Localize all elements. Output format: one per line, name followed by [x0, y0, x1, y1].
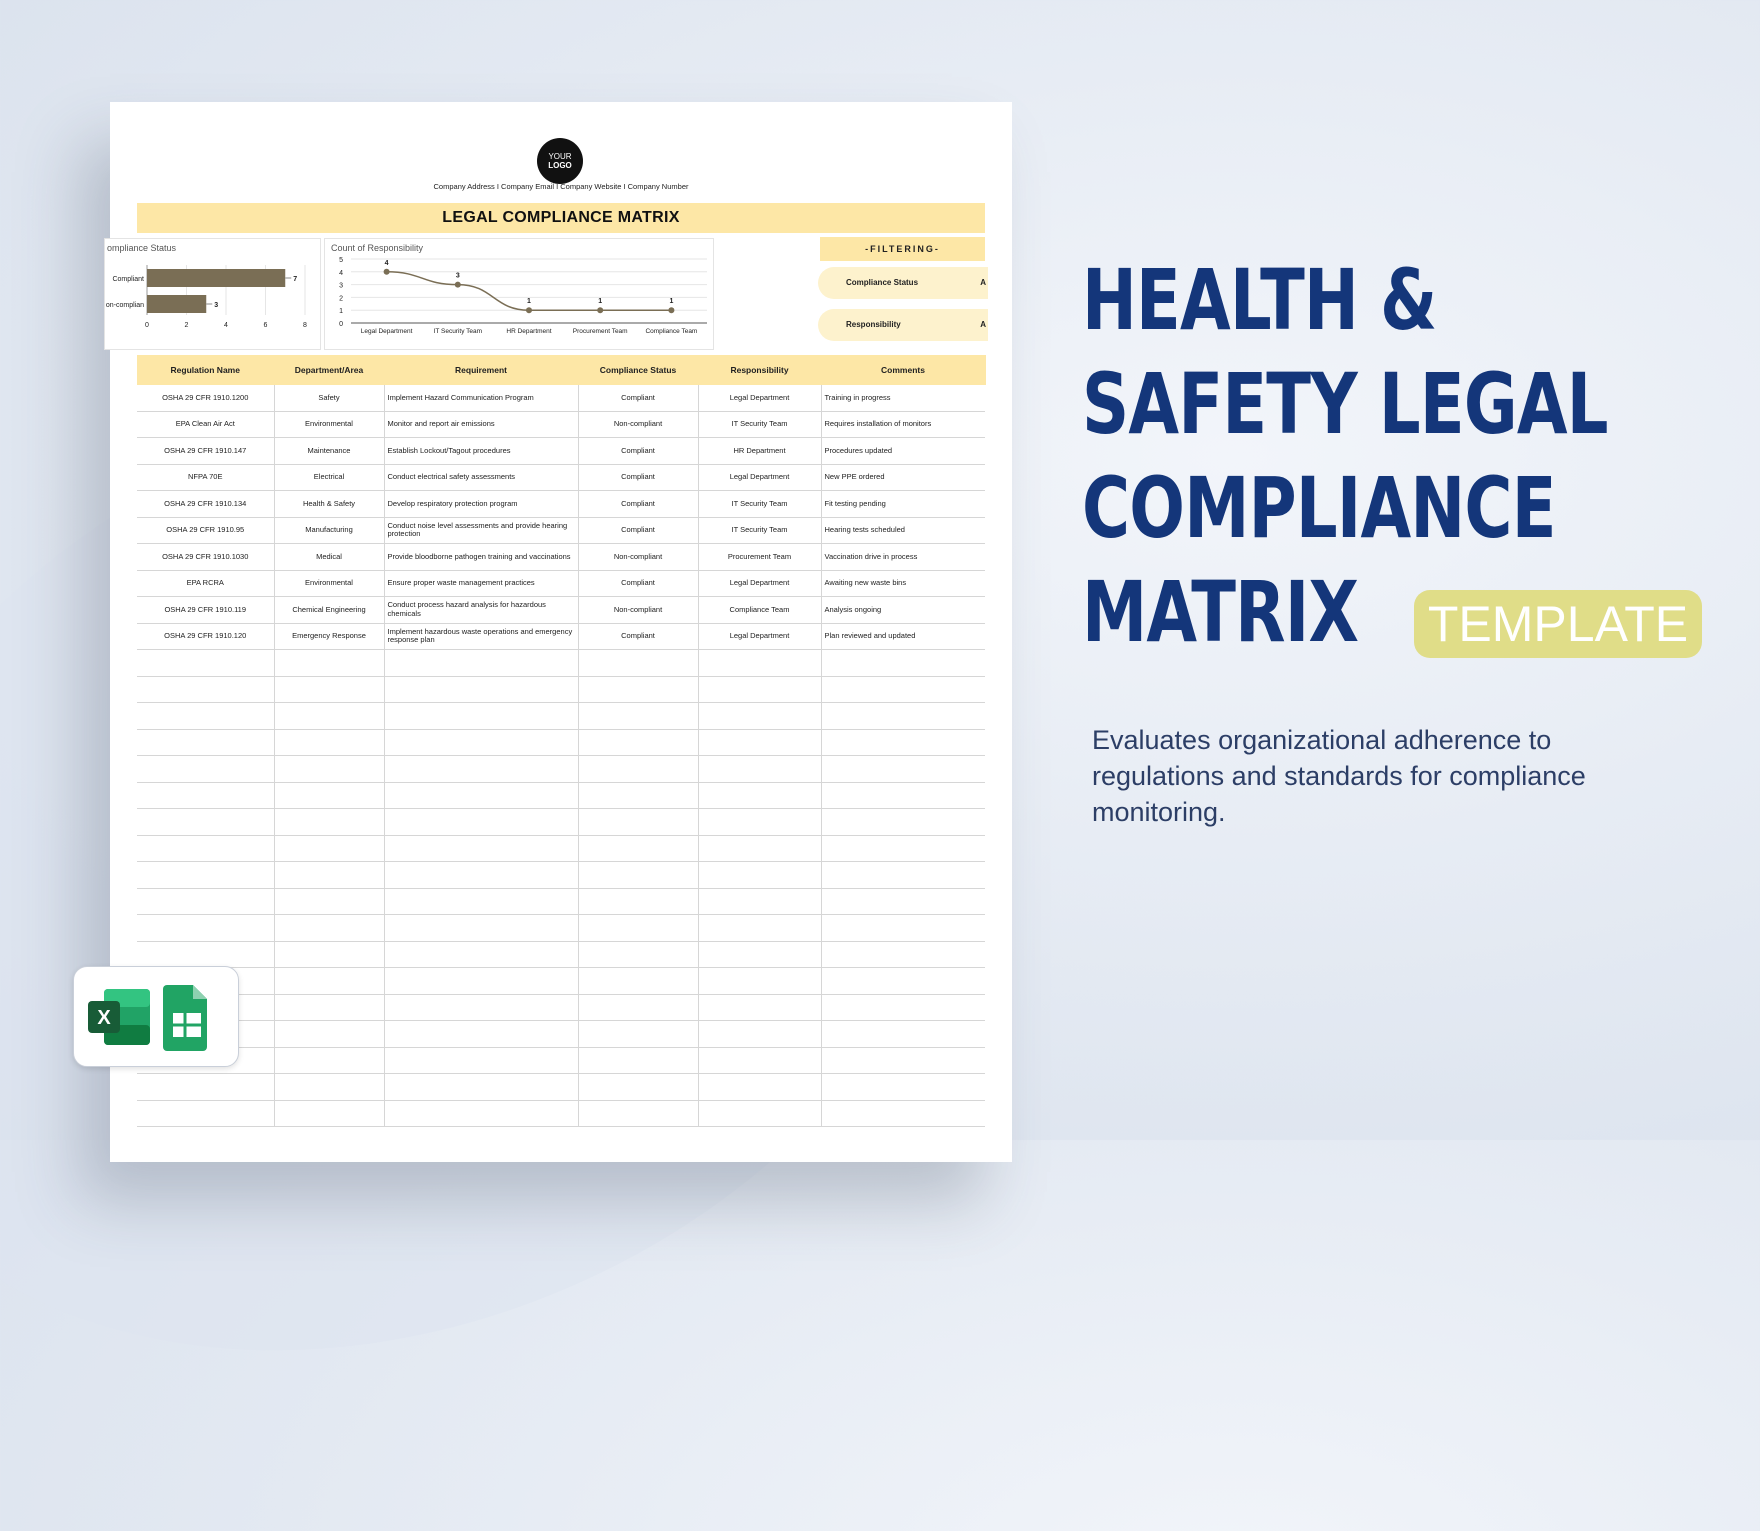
filter-responsibility[interactable] [818, 309, 988, 341]
data-point [455, 282, 461, 288]
header-regulation-name[interactable]: Regulation Name [137, 355, 274, 385]
headline-line: SAFETY LEGAL [1082, 355, 1608, 453]
cell-compliance-status[interactable] [578, 729, 698, 756]
cell-compliance-status[interactable] [578, 968, 698, 995]
cell-comments[interactable] [821, 835, 985, 862]
cell-regulation-name[interactable] [137, 729, 274, 756]
cell-department[interactable] [274, 1047, 384, 1074]
cell-department[interactable] [274, 862, 384, 889]
cell-comments[interactable] [821, 941, 985, 968]
y-tick-label: 5 [339, 257, 343, 264]
cell-compliance-status[interactable]: Compliant [578, 438, 698, 465]
table-row [137, 411, 985, 438]
cell-responsibility[interactable]: Compliance Team [698, 597, 821, 624]
empty-table-row [137, 676, 985, 703]
cell-compliance-status[interactable] [578, 703, 698, 730]
table-row [137, 517, 985, 544]
chart-title: ompliance Status [107, 243, 177, 253]
y-tick-label: 3 [339, 282, 343, 290]
logo-text-bottom: LOGO [548, 161, 572, 170]
cell-responsibility[interactable] [698, 703, 821, 730]
cell-requirement[interactable] [384, 862, 578, 889]
headline-line: COMPLIANCE [1082, 459, 1556, 557]
cell-requirement[interactable] [384, 729, 578, 756]
cell-requirement[interactable] [384, 650, 578, 677]
cell-compliance-status[interactable] [578, 650, 698, 677]
header-compliance-status[interactable]: Compliance Status [578, 355, 698, 385]
cell-department[interactable] [274, 941, 384, 968]
empty-table-row [137, 835, 985, 862]
cell-compliance-status[interactable]: Compliant [578, 491, 698, 518]
cell-comments[interactable]: Requires installation of monitors [821, 411, 985, 438]
cell-responsibility[interactable]: Legal Department [698, 464, 821, 491]
cell-requirement[interactable] [384, 676, 578, 703]
cell-compliance-status[interactable]: Compliant [578, 623, 698, 650]
cell-requirement[interactable] [384, 941, 578, 968]
cell-department[interactable] [274, 782, 384, 809]
cell-department[interactable] [274, 676, 384, 703]
empty-table-row [137, 862, 985, 889]
cell-requirement[interactable] [384, 703, 578, 730]
cell-responsibility[interactable] [698, 1021, 821, 1048]
y-tick-label: 2 [339, 295, 343, 303]
cell-regulation-name[interactable] [137, 703, 274, 730]
cell-department[interactable]: Emergency Response [274, 623, 384, 650]
cell-compliance-status[interactable] [578, 1047, 698, 1074]
cell-responsibility[interactable] [698, 756, 821, 783]
cell-responsibility[interactable] [698, 1074, 821, 1101]
cell-department[interactable] [274, 703, 384, 730]
cell-regulation-name[interactable]: EPA Clean Air Act [137, 411, 274, 438]
cell-department[interactable]: Environmental [274, 411, 384, 438]
data-point [526, 307, 532, 313]
x-tick-label: 4 [224, 322, 228, 329]
cell-regulation-name[interactable]: OSHA 29 CFR 1910.119 [137, 597, 274, 624]
empty-table-row [137, 809, 985, 836]
cell-requirement[interactable] [384, 994, 578, 1021]
cell-department[interactable] [274, 835, 384, 862]
cell-requirement[interactable] [384, 782, 578, 809]
empty-table-row [137, 1074, 985, 1101]
cell-comments[interactable] [821, 756, 985, 783]
cell-responsibility[interactable] [698, 1100, 821, 1127]
cell-regulation-name[interactable] [137, 1074, 274, 1101]
data-point [384, 269, 390, 275]
line-chart-svg [325, 239, 713, 349]
svg-text:X: X [97, 1007, 111, 1029]
cell-requirement[interactable]: Implement hazardous waste operations and emergency response plan [384, 623, 578, 650]
cell-regulation-name[interactable] [137, 782, 274, 809]
cell-regulation-name[interactable]: OSHA 29 CFR 1910.120 [137, 623, 274, 650]
cell-department[interactable]: Medical [274, 544, 384, 571]
cell-requirement[interactable]: Ensure proper waste management practices [384, 570, 578, 597]
cell-compliance-status[interactable]: Compliant [578, 517, 698, 544]
cell-requirement[interactable]: Develop respiratory protection program [384, 491, 578, 518]
cell-requirement[interactable]: Establish Lockout/Tagout procedures [384, 438, 578, 465]
cell-comments[interactable] [821, 968, 985, 995]
cell-requirement[interactable] [384, 1021, 578, 1048]
cell-department[interactable]: Electrical [274, 464, 384, 491]
cell-department[interactable] [274, 1074, 384, 1101]
cell-comments[interactable]: Awaiting new waste bins [821, 570, 985, 597]
cell-compliance-status[interactable] [578, 1074, 698, 1101]
cell-compliance-status[interactable] [578, 888, 698, 915]
empty-table-row [137, 915, 985, 942]
cell-responsibility[interactable] [698, 888, 821, 915]
cell-department[interactable] [274, 888, 384, 915]
table-row [137, 623, 985, 650]
cell-requirement[interactable] [384, 835, 578, 862]
cell-comments[interactable] [821, 782, 985, 809]
data-label: 3 [455, 272, 460, 280]
cell-responsibility[interactable]: Legal Department [698, 385, 821, 411]
cell-compliance-status[interactable]: Non-compliant [578, 544, 698, 571]
filter-label: Responsibility [846, 320, 901, 329]
cell-comments[interactable]: Fit testing pending [821, 491, 985, 518]
cell-responsibility[interactable] [698, 676, 821, 703]
empty-table-row [137, 782, 985, 809]
cell-comments[interactable] [821, 676, 985, 703]
cell-regulation-name[interactable]: OSHA 29 CFR 1910.147 [137, 438, 274, 465]
cell-responsibility[interactable] [698, 650, 821, 677]
cell-compliance-status[interactable] [578, 941, 698, 968]
cell-requirement[interactable]: Conduct noise level assessments and provide hearing protection [384, 517, 578, 544]
company-logo [537, 138, 583, 184]
header-comments[interactable]: Comments [821, 355, 985, 385]
cell-requirement[interactable] [384, 888, 578, 915]
cell-regulation-name[interactable] [137, 809, 274, 836]
cell-requirement[interactable] [384, 756, 578, 783]
data-label: 1 [598, 298, 603, 306]
empty-table-row [137, 888, 985, 915]
bar-chart-svg [105, 239, 320, 349]
cell-requirement[interactable] [384, 809, 578, 836]
cell-comments[interactable] [821, 1047, 985, 1074]
cell-compliance-status[interactable]: Compliant [578, 570, 698, 597]
cell-comments[interactable] [821, 809, 985, 836]
cell-responsibility[interactable] [698, 809, 821, 836]
headline-line: MATRIX [1082, 563, 1359, 661]
cell-department[interactable]: Maintenance [274, 438, 384, 465]
cell-compliance-status[interactable] [578, 782, 698, 809]
table-header-row [137, 355, 985, 385]
cell-responsibility[interactable] [698, 835, 821, 862]
cell-regulation-name[interactable]: EPA RCRA [137, 570, 274, 597]
cell-comments[interactable] [821, 1074, 985, 1101]
cell-department[interactable]: Manufacturing [274, 517, 384, 544]
cell-department[interactable] [274, 1021, 384, 1048]
cell-compliance-status[interactable]: Non-compliant [578, 411, 698, 438]
cell-responsibility[interactable] [698, 941, 821, 968]
cell-department[interactable] [274, 729, 384, 756]
cell-regulation-name[interactable]: OSHA 29 CFR 1910.134 [137, 491, 274, 518]
cell-comments[interactable]: Hearing tests scheduled [821, 517, 985, 544]
cell-comments[interactable] [821, 703, 985, 730]
data-label: 1 [669, 298, 674, 306]
cell-requirement[interactable]: Conduct process hazard analysis for hazardous chemicals [384, 597, 578, 624]
cell-responsibility[interactable]: IT Security Team [698, 517, 821, 544]
cell-comments[interactable]: Vaccination drive in process [821, 544, 985, 571]
cell-responsibility[interactable] [698, 782, 821, 809]
y-tick-label: 4 [339, 269, 343, 277]
cell-responsibility[interactable] [698, 968, 821, 995]
data-label: 3 [214, 302, 219, 309]
cell-regulation-name[interactable] [137, 756, 274, 783]
cell-department[interactable] [274, 968, 384, 995]
logo-text-top: YOUR [548, 152, 572, 161]
cell-regulation-name[interactable]: NFPA 70E [137, 464, 274, 491]
cell-department[interactable]: Health & Safety [274, 491, 384, 518]
cell-comments[interactable]: New PPE ordered [821, 464, 985, 491]
empty-table-row [137, 941, 985, 968]
table-row [137, 544, 985, 571]
cell-comments[interactable] [821, 1021, 985, 1048]
cell-requirement[interactable] [384, 1047, 578, 1074]
cell-comments[interactable]: Training in progress [821, 385, 985, 411]
cell-requirement[interactable]: Conduct electrical safety assessments [384, 464, 578, 491]
compliance-table [137, 355, 986, 1127]
compliance-status-chart [104, 238, 321, 350]
empty-table-row [137, 968, 985, 995]
cell-compliance-status[interactable] [578, 756, 698, 783]
cell-comments[interactable] [821, 1100, 985, 1127]
data-point [668, 307, 674, 313]
cell-responsibility[interactable]: Legal Department [698, 623, 821, 650]
responsibility-count-chart [324, 238, 714, 350]
empty-table-row [137, 1021, 985, 1048]
cell-comments[interactable] [821, 862, 985, 889]
filtering-header: -FILTERING- [820, 237, 985, 261]
cell-requirement[interactable]: Monitor and report air emissions [384, 411, 578, 438]
spreadsheet-preview [105, 102, 1012, 1162]
cell-regulation-name[interactable] [137, 835, 274, 862]
x-tick-label: 0 [145, 322, 149, 329]
header-department[interactable]: Department/Area [274, 355, 384, 385]
cell-requirement[interactable]: Implement Hazard Communication Program [384, 385, 578, 411]
cell-compliance-status[interactable] [578, 994, 698, 1021]
cell-compliance-status[interactable] [578, 676, 698, 703]
cell-department[interactable] [274, 650, 384, 677]
bar [147, 295, 206, 313]
cell-compliance-status[interactable] [578, 915, 698, 942]
cell-regulation-name[interactable]: OSHA 29 CFR 1910.95 [137, 517, 274, 544]
filter-label: Compliance Status [846, 278, 919, 287]
sheet-title: LEGAL COMPLIANCE MATRIX [137, 203, 985, 233]
empty-table-row [137, 650, 985, 677]
cell-compliance-status[interactable] [578, 835, 698, 862]
cell-compliance-status[interactable]: Compliant [578, 385, 698, 411]
cell-responsibility[interactable]: Legal Department [698, 570, 821, 597]
cell-department[interactable] [274, 756, 384, 783]
empty-table-row [137, 756, 985, 783]
x-tick-label: IT Security Team [433, 328, 483, 335]
cell-comments[interactable] [821, 915, 985, 942]
data-label: 1 [527, 298, 531, 306]
cell-comments[interactable] [821, 994, 985, 1021]
bar [147, 269, 285, 287]
x-tick-label: Procurement Team [572, 328, 628, 335]
cell-department[interactable] [274, 915, 384, 942]
cell-comments[interactable] [821, 888, 985, 915]
app-compatibility-badge [73, 966, 239, 1067]
cell-comments[interactable] [821, 650, 985, 677]
y-tick-label: 0 [339, 321, 343, 328]
data-point [597, 307, 603, 313]
cell-comments[interactable] [821, 729, 985, 756]
cell-requirement[interactable] [384, 915, 578, 942]
cell-regulation-name[interactable] [137, 941, 274, 968]
table-row [137, 491, 985, 518]
cell-regulation-name[interactable] [137, 650, 274, 677]
cell-responsibility[interactable] [698, 915, 821, 942]
cell-responsibility[interactable]: IT Security Team [698, 411, 821, 438]
header-requirement[interactable]: Requirement [384, 355, 578, 385]
cell-regulation-name[interactable] [137, 676, 274, 703]
headline-line: HEALTH & [1082, 251, 1437, 349]
cell-department[interactable] [274, 994, 384, 1021]
cell-responsibility[interactable] [698, 729, 821, 756]
cell-comments[interactable]: Procedures updated [821, 438, 985, 465]
cell-compliance-status[interactable] [578, 809, 698, 836]
cell-regulation-name[interactable] [137, 862, 274, 889]
template-badge: TEMPLATE [1414, 590, 1702, 658]
cell-requirement[interactable] [384, 1100, 578, 1127]
data-label: 4 [384, 259, 389, 267]
cell-comments[interactable]: Plan reviewed and updated [821, 623, 985, 650]
excel-icon [88, 989, 150, 1045]
cell-responsibility[interactable] [698, 862, 821, 889]
cell-department[interactable] [274, 1100, 384, 1127]
cell-regulation-name[interactable] [137, 888, 274, 915]
empty-table-row [137, 703, 985, 730]
cell-responsibility[interactable] [698, 1047, 821, 1074]
cell-compliance-status[interactable]: Compliant [578, 464, 698, 491]
chart-title: Count of Responsibility [331, 243, 424, 253]
x-tick-label: 2 [184, 322, 189, 329]
cell-department[interactable] [274, 809, 384, 836]
x-tick-label: Compliance Team [645, 328, 698, 335]
empty-table-row [137, 1047, 985, 1074]
cell-regulation-name[interactable]: OSHA 29 CFR 1910.1200 [137, 385, 274, 411]
cell-requirement[interactable] [384, 968, 578, 995]
filter-value: A [980, 278, 986, 287]
empty-table-row [137, 1100, 985, 1127]
google-sheets-icon [163, 985, 207, 1051]
filter-value: A [980, 320, 986, 329]
x-tick-label: 8 [303, 322, 307, 329]
cell-compliance-status[interactable] [578, 1100, 698, 1127]
cell-requirement[interactable]: Provide bloodborne pathogen training and vaccinations [384, 544, 578, 571]
x-tick-label: 6 [263, 322, 268, 329]
cell-regulation-name[interactable]: OSHA 29 CFR 1910.1030 [137, 544, 274, 571]
cell-department[interactable]: Safety [274, 385, 384, 411]
header-responsibility[interactable]: Responsibility [698, 355, 821, 385]
cell-compliance-status[interactable]: Non-compliant [578, 597, 698, 624]
empty-table-row [137, 994, 985, 1021]
cell-responsibility[interactable] [698, 994, 821, 1021]
category-label: on-complian [105, 302, 144, 309]
promo-description: Evaluates organizational adherence to regulations and standards for compliance monitoring. [1092, 725, 1586, 827]
cell-regulation-name[interactable] [137, 915, 274, 942]
company-contact-line: Company Address I Company Email I Company Website I Company Number [433, 182, 689, 191]
empty-table-row [137, 729, 985, 756]
x-tick-label: Legal Department [360, 328, 413, 335]
category-label: Compliant [112, 276, 144, 283]
cell-responsibility[interactable]: HR Department [698, 438, 821, 465]
cell-responsibility[interactable]: Procurement Team [698, 544, 821, 571]
table-row [137, 570, 985, 597]
cell-compliance-status[interactable] [578, 862, 698, 889]
app-icons [74, 967, 238, 1066]
cell-regulation-name[interactable] [137, 1100, 274, 1127]
table-row [137, 597, 985, 624]
cell-compliance-status[interactable] [578, 1021, 698, 1048]
y-tick-label: 1 [339, 308, 343, 316]
data-label: 7 [293, 276, 298, 283]
table-row [137, 385, 985, 411]
cell-requirement[interactable] [384, 1074, 578, 1101]
filter-compliance-status[interactable] [818, 267, 988, 299]
x-tick-label: HR Department [506, 328, 552, 335]
cell-responsibility[interactable]: IT Security Team [698, 491, 821, 518]
cell-department[interactable]: Chemical Engineering [274, 597, 384, 624]
cell-comments[interactable]: Analysis ongoing [821, 597, 985, 624]
cell-department[interactable]: Environmental [274, 570, 384, 597]
table-row [137, 438, 985, 465]
table-row [137, 464, 985, 491]
